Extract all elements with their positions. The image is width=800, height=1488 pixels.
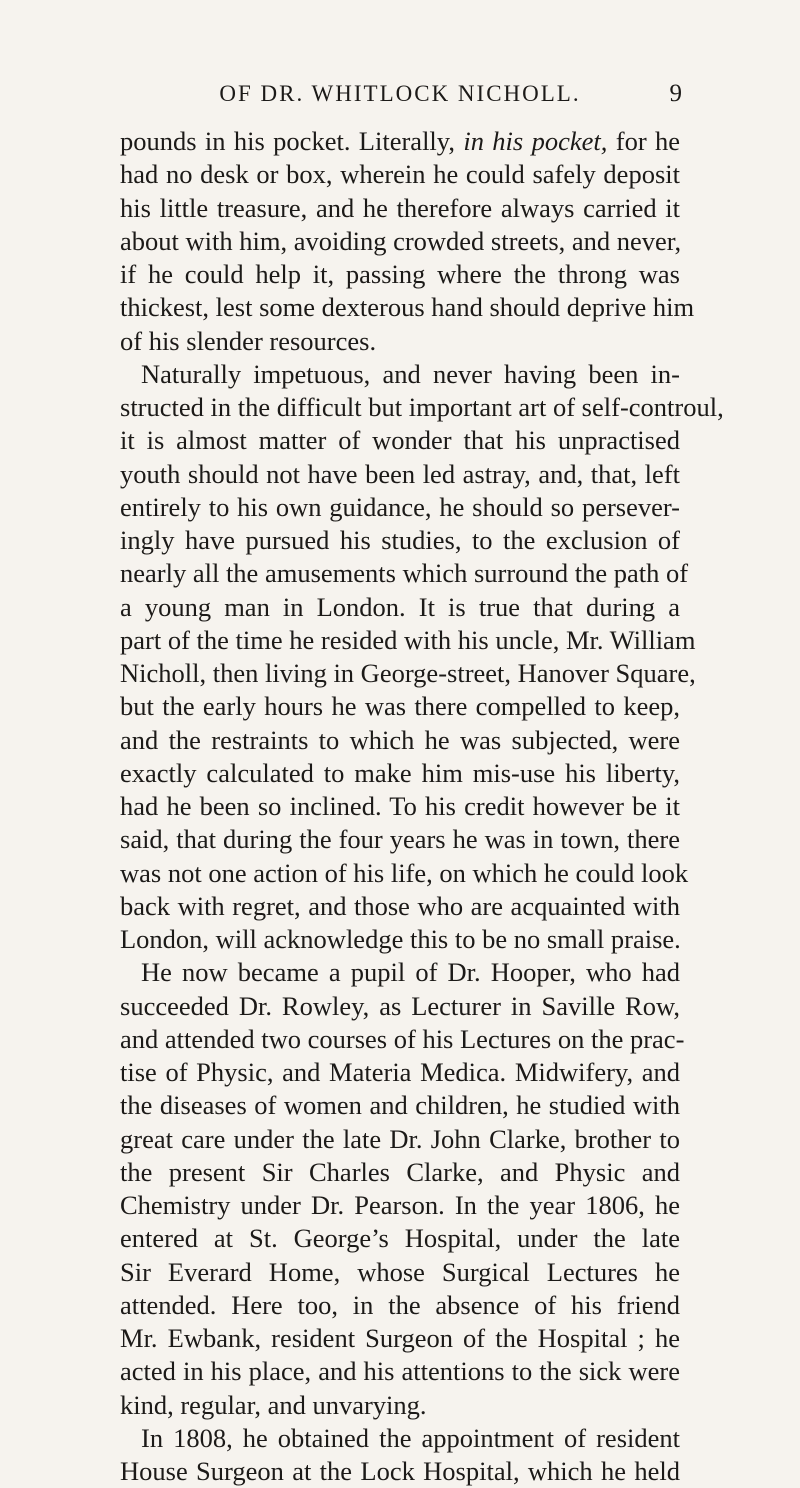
text-line: great care under the late Dr. John Clarke, brother to <box>120 1123 680 1154</box>
text-line: part of the time he resided with his uncle, Mr. William <box>120 624 696 655</box>
text-line: Nicholl, then living in George-street, Hanover Square, <box>120 658 696 688</box>
text-line: a young man in London. It is true that during a <box>120 591 680 622</box>
text-line <box>120 125 680 158</box>
text-line: and attended two courses of his Lectures on the prac- <box>120 1023 685 1054</box>
text-line: ingly have pursued his studies, to the exclusion of <box>120 525 680 555</box>
text-line: but the early hours he was there compelled to keep, <box>120 691 680 722</box>
text-line: acted in his place, and his attentions to the sick were <box>120 1356 680 1387</box>
text-line: said, that during the four years he was in town, there <box>120 824 680 855</box>
text-line: tise of Physic, and Materia Medica. Midwifery, and <box>120 1057 680 1087</box>
text-line: the diseases of women and children, he studied with <box>120 1090 680 1121</box>
text-line: thickest, lest some dexterous hand should deprive him <box>120 292 695 323</box>
text-line: entirely to his own guidance, he should so persever- <box>120 491 680 522</box>
text-line: succeeded Dr. Rowley, as Lecturer in Saville Row, <box>120 990 680 1021</box>
text-line: his little treasure, and he therefore always carried it <box>120 192 680 223</box>
text-line: if he could help it, passing where the throng was <box>120 259 680 289</box>
text-line: attended. Here too, in the absence of his friend <box>120 1289 680 1320</box>
text-line: Chemistry under Dr. Pearson. In the year 1806, he <box>120 1190 680 1220</box>
text-line: of his slender resources. <box>120 325 377 356</box>
text-line: In 1808, he obtained the appointment of resident <box>141 1422 680 1453</box>
text-line: the present Sir Charles Clarke, and Physic and <box>120 1156 680 1187</box>
text-line-segment: for he <box>615 126 681 156</box>
text-line: He now became a pupil of Dr. Hooper, who had <box>141 957 680 988</box>
text-line: it is almost matter of wonder that his unpractised <box>120 425 680 456</box>
text-line: Sir Everard Home, whose Surgical Lectures he <box>120 1256 680 1287</box>
text-line: was not one action of his life, on which he could look <box>120 857 689 888</box>
text-line: nearly all the amusements which surround the path of <box>120 558 689 589</box>
italic-phrase: in his pocket, <box>463 126 608 156</box>
text-line: back with regret, and those who are acquainted with <box>120 890 680 921</box>
running-head <box>120 78 680 110</box>
running-title: OF DR. WHITLOCK NICHOLL. <box>219 81 581 106</box>
text-line: London, will acknowledge this to be no small praise. <box>120 924 681 954</box>
text-line: youth should not have been led astray, and, that, left <box>120 458 680 489</box>
text-line: exactly calculated to make him mis-use his liberty, <box>120 757 680 788</box>
text-line: Naturally impetuous, and never having been in- <box>141 358 680 389</box>
text-line: structed in the difficult but important art of self-controul, <box>120 392 724 422</box>
text-line: about with him, avoiding crowded streets, and never, <box>120 225 682 256</box>
text-line: had no desk or box, wherein he could safely deposit <box>120 159 680 190</box>
text-line-segment: pounds in his pocket. Literally, <box>120 126 455 156</box>
text-line: House Surgeon at the Lock Hospital, which he held <box>120 1456 680 1486</box>
text-line: Mr. Ewbank, resident Surgeon of the Hospital ; he <box>120 1323 680 1353</box>
text-line: kind, regular, and unvarying. <box>120 1389 427 1420</box>
text-line: and the restraints to which he was subjected, were <box>120 724 680 755</box>
body-text <box>120 125 724 1488</box>
text-line: entered at St. George’s Hospital, under the late <box>120 1223 680 1254</box>
page-number: 9 <box>669 80 682 107</box>
text-line: had he been so inclined. To his credit however be it <box>120 791 680 821</box>
